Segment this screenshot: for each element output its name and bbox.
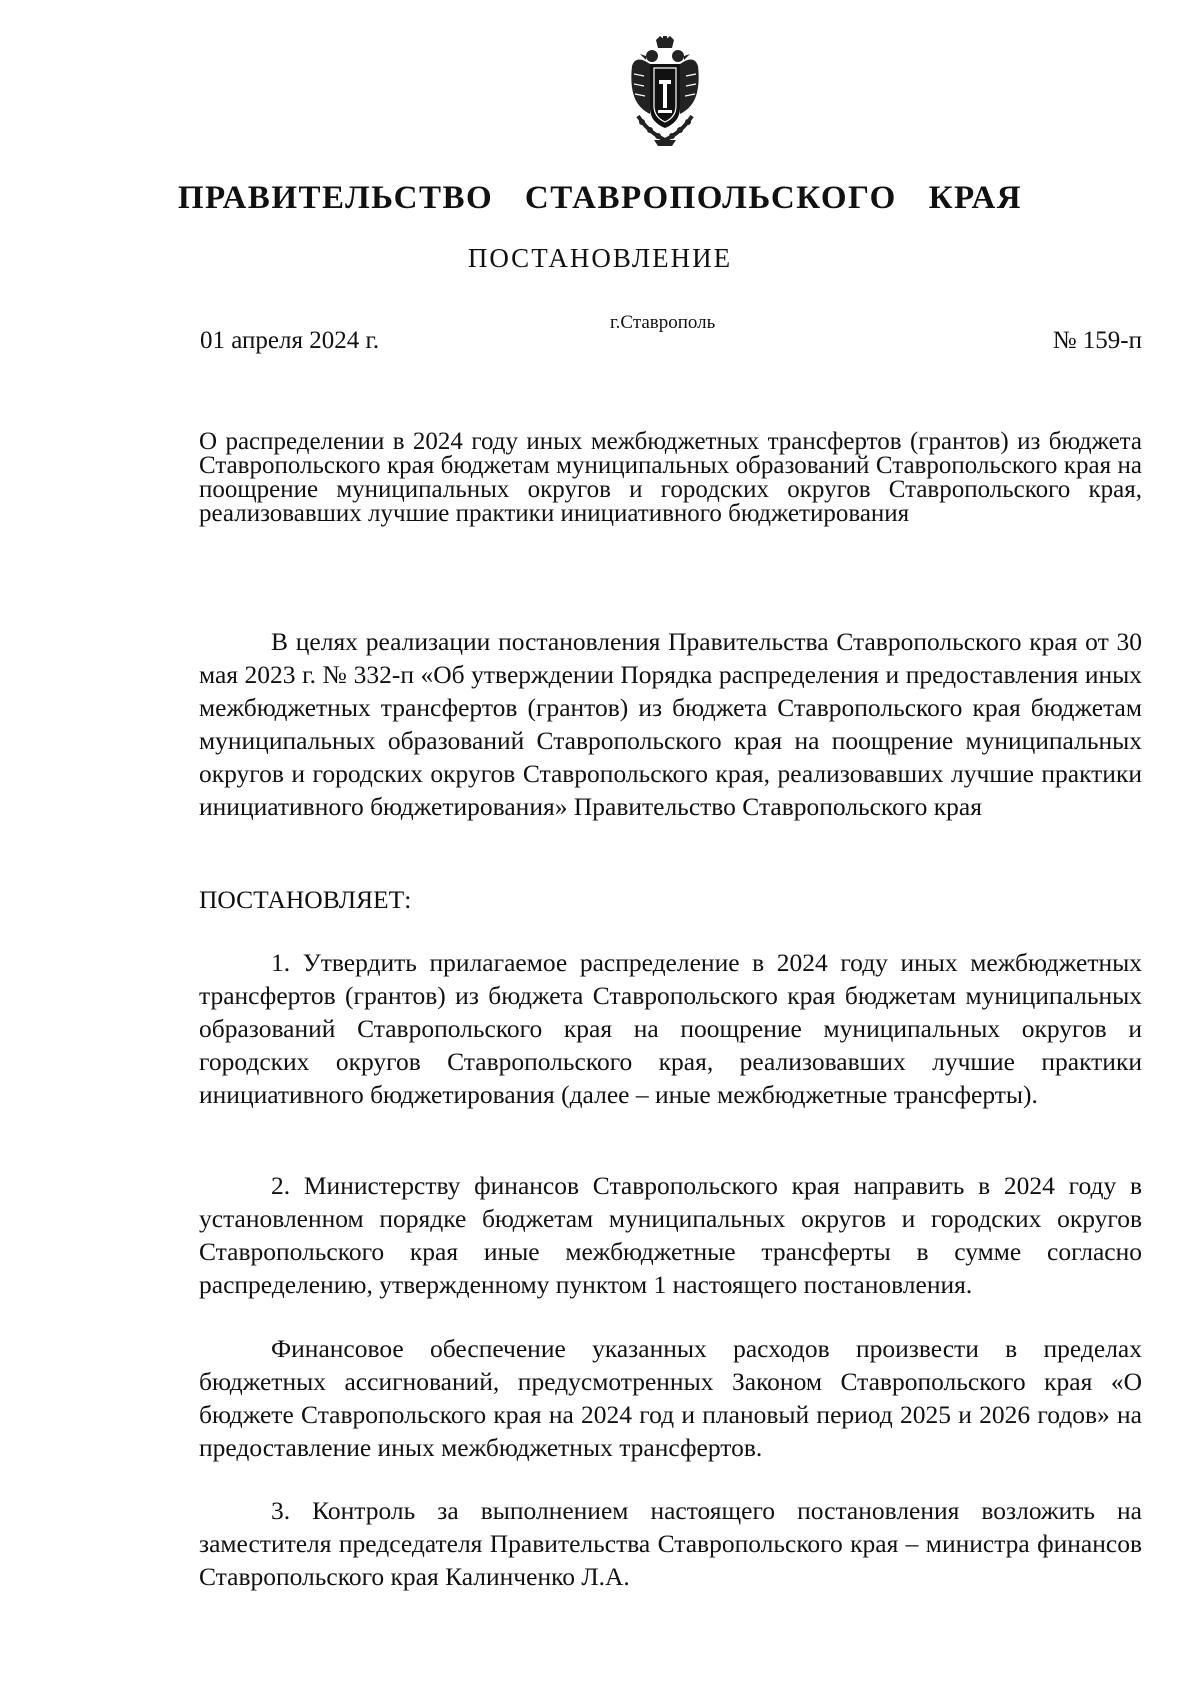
- organization-title: ПРАВИТЕЛЬСТВО СТАВРОПОЛЬСКОГО КРАЯ: [177, 180, 1023, 216]
- document-date: 01 апреля 2024 г.: [200, 327, 380, 354]
- document-number: № 159-п: [1052, 327, 1142, 354]
- document-type: ПОСТАНОВЛЕНИЕ: [467, 243, 733, 273]
- document-subject: О распределении в 2024 году иных межбюджетных трансфертов (грантов) из бюджета Ставропольского края бюджетам муниципальных образований Ставропольского края на поощрение муниципальных округов и городских округов Ставропольского края, реализовавших лучшие практики инициативного бюджетирования: [199, 428, 1142, 527]
- item-2-funding-paragraph: Финансовое обеспечение указанных расходов произвести в пределах бюджетных ассигнований, предусмотренных Законом Ставропольского края «О бюджете Ставропольского края на 2024 год и плановый период 2025 и 2026 годов» на предоставление иных межбюджетных трансфертов.: [199, 1334, 1142, 1462]
- preamble-paragraph: В целях реализации постановления Правительства Ставропольского края от 30 мая 2023 г. № 332-п «Об утверждении Порядка распределения и предоставления иных межбюджетных трансфертов (грантов) из бюджета Ставропольского края бюджетам муниципальных образований Ставропольского края на поощрение муниципальных округов и городских округов Ставропольского края, реализовавших лучшие практики инициативного бюджетирования» Правительство Ставропольского края: [199, 627, 1142, 821]
- item-3-paragraph: 3. Контроль за выполнением настоящего постановления возложить на заместителя председателя Правительства Ставропольского края – министра финансов Ставропольского края Калинченко Л.А.: [199, 1496, 1142, 1591]
- resolves-heading: ПОСТАНОВЛЯЕТ:: [199, 885, 412, 914]
- item-1-paragraph: 1. Утвердить прилагаемое распределение в 2024 году иных межбюджетных трансфертов (грантов) из бюджета Ставропольского края бюджетам муниципальных образований Ставропольского края на поощрение муниципальных округов и городских округов Ставропольского края, реализовавших лучшие практики инициативного бюджетирования (далее – иные межбюджетные трансферты).: [199, 948, 1142, 1109]
- coat-of-arms-icon: [628, 36, 702, 148]
- document-city: г.Ставрополь: [610, 312, 716, 333]
- item-2-paragraph: 2. Министерству финансов Ставропольского края направить в 2024 году в установленном порядке бюджетам муниципальных округов и городских округов Ставропольского края иные межбюджетные трансферты в сумме согласно распределению, утвержденному пунктом 1 настоящего постановления.: [199, 1171, 1142, 1299]
